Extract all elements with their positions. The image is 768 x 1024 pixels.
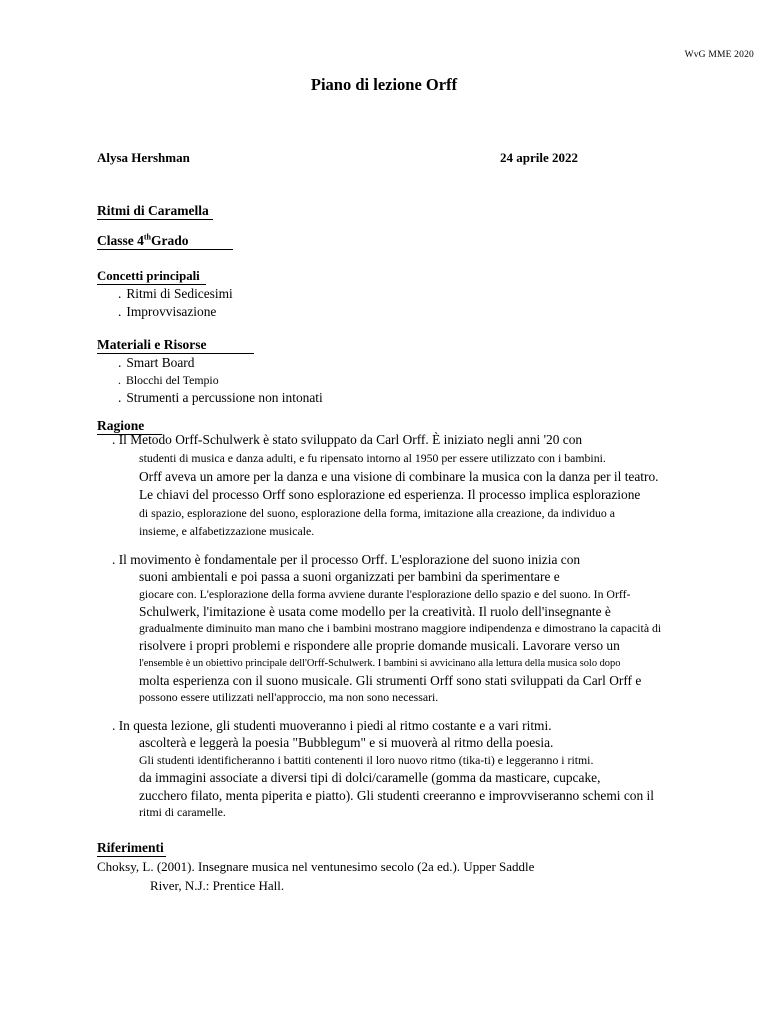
paragraph-line: . Il movimento è fondamentale per il processo Orff. L'esplorazione del suono inizia con [112,552,581,567]
paragraph-line: ascolterà e leggerà la poesia "Bubblegum" e si muoverà al ritmo della poesia. [139,735,554,751]
concept-item-label: Ritmi di Sedicesimi [126,286,233,301]
list-item [118,303,233,321]
paragraph-line: ritmi di caramelle. [139,805,226,820]
material-item-label: Smart Board [126,355,195,370]
paragraph-line: . Il Metodo Orff-Schulwerk è stato sviluppato da Carl Orff. È iniziato negli anni '20 con [112,432,583,447]
rationale-paragraph [97,551,717,707]
paragraph-line: di spazio, esplorazione del suono, esplorazione della forma, imitazione alla creazione, da individuo a [139,506,615,521]
paragraph-line: giocare con. L'esplorazione della forma avviene durante l'esplorazione dello spazio e del suono. In Orff- [139,586,631,601]
paragraph-line: risolvere i propri problemi e rispondere alle proprie domande musicali. Lavorare verso un [139,638,620,654]
paragraph-line: zucchero filato, menta piperita e piatto). Gli studenti creeranno e improvviseranno schemi con il [139,787,654,803]
watermark-text: WvG MME 2020 [684,50,754,60]
list-item [118,285,233,303]
page-title: Piano di lezione Orff [310,75,458,94]
bullet-dot: . [118,390,122,405]
paragraph-line: suoni ambientali e poi passa a suoni organizzati per bambini da sperimentare e [139,569,560,585]
lesson-title-row [97,202,213,220]
materials-section [97,336,323,407]
paragraph-line: studenti di musica e danza adulti, e fu ripensato intorno al 1950 per essere utilizzato con i bambini. [139,451,606,466]
references-section [97,839,534,895]
concepts-section [97,267,233,320]
reference-line: Choksy, L. (2001). Insegnare musica nel ventunesimo secolo (2a ed.). Upper Saddle [97,859,535,874]
rationale-paragraph [97,717,717,821]
rationale-paragraph [97,431,717,541]
paragraph-line: l'ensemble è un obiettivo principale dell'Orff-Schulwerk. I bambini si avvicinano alla lettura della musica solo dopo [139,657,621,669]
materials-heading: Materiali e Risorse [97,337,254,354]
bullet-dot: . [118,372,121,387]
material-item-label: Blocchi del Tempio [125,372,219,387]
list-item [118,354,323,372]
paragraph-line: possono essere utilizzati nell'approccio, ma non sono necessari. [139,690,439,705]
paragraph-line: molta esperienza con il suono musicale. Gli strumenti Orff sono stati sviluppati da Carl Orff e [139,673,642,689]
bullet-dot: . [118,355,122,370]
grade-ordinal-suffix: th [143,232,151,242]
material-item-label: Strumenti a percussione non intonati [126,390,323,405]
rationale-heading: Ragione [97,418,162,435]
paragraph-line: da immagini associate a diversi tipi di dolci/caramelle (gomma da masticare, cupcake, [139,770,601,786]
paragraph-line: Schulwerk, l'imitazione è usata come modello per la creatività. Il ruolo dell'insegnante è [139,603,611,619]
document-date: 24 aprile 2022 [500,150,578,165]
reference-line: River, N.J.: Prentice Hall. [150,878,285,893]
grade-prefix: Classe 4 [97,233,144,248]
concepts-heading: Concetti principali [97,269,206,285]
grade-label [97,233,233,250]
lesson-title: Ritmi di Caramella [97,203,213,220]
paragraph-line: Gli studenti identificheranno i battiti contenenti il loro nuovo ritmo (tika-ti) e leggeranno i ritmi. [139,752,594,767]
grade-row [97,232,233,250]
bullet-dot: . [118,303,122,319]
author-name: Alysa Hershman [97,150,190,165]
paragraph-line: Le chiavi del processo Orff sono esplorazione ed esperienza. Il processo implica esplorazione [139,486,641,502]
references-heading: Riferimenti [97,840,164,855]
list-item [118,389,323,407]
paragraph-line: . In questa lezione, gli studenti muoveranno i piedi al ritmo costante e a vari ritmi. [112,718,552,733]
paragraph-line: Orff aveva un amore per la danza e una visione di combinare la musica con la danza per il teatro. [139,468,659,484]
bullet-dot: . [118,286,122,301]
list-item [118,372,323,390]
paragraph-line: insieme, e alfabetizzazione musicale. [139,524,315,539]
grade-suffix: Grado [151,233,189,248]
paragraph-line: gradualmente diminuito man mano che i bambini mostrano maggiore indipendenza e dimostrano la capacità di [139,621,662,636]
concept-item-label: Improvvisazione [126,303,217,319]
